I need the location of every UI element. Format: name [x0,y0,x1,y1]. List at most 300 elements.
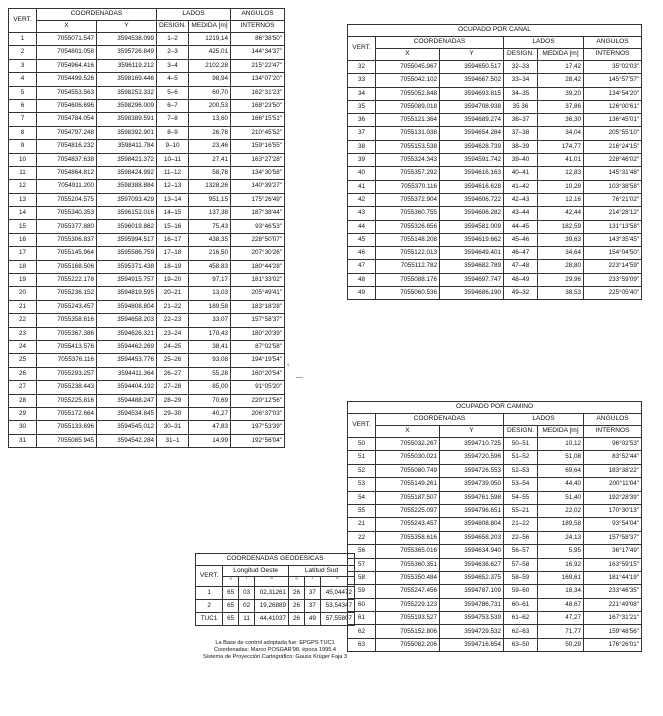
table-cell: 233°46'35" [584,585,642,598]
table-cell: 38 [348,140,376,153]
table-cell: 17–18 [157,247,189,260]
table-cell: 38,41 [189,340,231,353]
table-cell: 134°30'58" [231,166,285,179]
table-cell: 200,53 [189,99,231,112]
table-cell: 7054797.248 [37,126,97,139]
table-cell: 33 [348,74,376,87]
table-cell: 52–53 [504,464,538,477]
table-cell: 44,40 [538,478,584,491]
table-cell: 3594808.804 [97,300,157,313]
table-row [348,491,642,504]
table-row [9,180,285,193]
table-cell: 7055131.038 [376,127,440,140]
table-cell: 97,17 [189,274,231,287]
table-cell: 7055372.904 [376,193,440,206]
table-cell: 2102,28 [189,59,231,72]
table-cell: 36,30 [538,114,584,127]
table-cell: 40 [348,167,376,180]
table-cell: 29 [9,407,37,420]
y-header: Y [440,49,504,61]
pencil-dash-icon: — [296,374,303,381]
table-cell: 1–2 [157,33,189,46]
table-row [348,207,642,220]
table-cell: 51,40 [538,491,584,504]
table-cell: 37 [348,127,376,140]
table-row [348,478,642,491]
y-header: Y [440,426,504,438]
table-cell: 11 [9,166,37,179]
canal-table-body [348,61,642,300]
table-cell: 3594739.050 [440,478,504,491]
main-table-body [9,33,285,448]
table-row [348,193,642,206]
table-cell: 3594545.012 [97,421,157,434]
table-cell: 25–26 [157,354,189,367]
designacion-header: DESIGN. [504,49,538,61]
vert-header: VERT. [348,414,376,438]
vert-header: VERT. [9,9,37,33]
table-cell: 38–39 [504,140,538,153]
table-cell: 20 [9,287,37,300]
table-cell: 166°15'51" [231,113,285,126]
table-cell: 3594658.203 [440,531,504,544]
table-cell: 7055088.176 [376,273,440,286]
geo-vert-header: VERT. [196,566,223,587]
table-row [9,354,285,367]
table-cell: 58–59 [504,571,538,584]
table-row [9,126,285,139]
table-cell: 7055247.456 [376,585,440,598]
table-row [9,274,285,287]
x-header: X [37,21,97,33]
table-cell: 48,67 [538,598,584,611]
table-cell: 3596152.016 [97,207,157,220]
table-cell: 40–41 [504,167,538,180]
table-cell: 167°31'21" [584,612,642,625]
table-cell: 49–32 [504,287,538,300]
table-cell: 3595726.849 [97,46,157,59]
table-cell: 3594729.532 [440,625,504,638]
table-cell: 159°48'56" [584,625,642,638]
table-cell: 3596019.862 [97,220,157,233]
table-row [348,167,642,180]
table-cell: 7054964.416 [37,59,97,72]
lados-header: LADOS [504,37,584,49]
table-cell: 210°45'52" [231,126,285,139]
table-cell: 6 [9,99,37,112]
table-cell: 50 [348,438,376,451]
table-row [9,73,285,86]
table-cell: 3594616.628 [440,180,504,193]
table-row [9,327,285,340]
geo-cell: 2 [196,600,223,613]
table-cell: 70,69 [189,394,231,407]
table-cell: 7055365.016 [376,545,440,558]
table-cell: 46–47 [504,247,538,260]
table-cell: 157°58'37" [231,314,285,327]
table-cell: 7055071.547 [37,33,97,46]
table-cell: 163°59'15" [584,558,642,571]
table-cell: 22,02 [538,504,584,517]
medida-header: MEDIDA [m] [538,426,584,438]
geo-cell: 65 [223,587,239,600]
geo-cell: TUC1 [196,613,223,626]
table-cell: 53–54 [504,478,538,491]
table-cell: 3594616.163 [440,167,504,180]
table-cell: 7054816.232 [37,140,97,153]
table-row [348,100,642,113]
table-cell: 50–51 [504,438,538,451]
table-cell: 21–22 [504,518,538,531]
table-cell: 225°05'40" [584,287,642,300]
table-cell: 76°21'02" [584,193,642,206]
table-cell: 5 [9,86,37,99]
table-cell: 7055168.506 [37,260,97,273]
geo-cell: 1 [196,587,223,600]
table-cell: 2–3 [157,46,189,59]
table-cell: 3594658.203 [97,314,157,327]
table-cell: 183°18'28" [231,300,285,313]
table-cell: 28 [9,394,37,407]
table-cell: 13–14 [157,193,189,206]
table-cell: 3594689.274 [440,114,504,127]
table-cell: 7055340.353 [37,207,97,220]
table-cell: 7055222.178 [37,274,97,287]
table-cell: 53 [348,478,376,491]
vert-header: VERT. [348,37,376,61]
table-cell: 24 [9,340,37,353]
table-cell: 10 [9,153,37,166]
camino-title: OCUPADO POR CAMINO [348,402,642,414]
table-cell: 3594786.731 [440,598,504,611]
table-cell: 26,78 [189,126,231,139]
table-cell: 7055082.206 [376,638,440,651]
geo-table-body [196,587,355,626]
table-cell: 63 [348,638,376,651]
table-row [348,545,642,558]
table-row [9,207,285,220]
table-cell: 233°59'09" [584,273,642,286]
table-cell: 39 [348,154,376,167]
table-cell: 3594710.725 [440,438,504,451]
table-cell: 216°24'15" [584,140,642,153]
table-cell: 458.83 [189,260,231,273]
table-cell: 7055413.576 [37,340,97,353]
table-row [9,113,285,126]
geo-cell: 11 [239,613,255,626]
table-cell: 44–45 [504,220,538,233]
table-cell: 22 [9,314,37,327]
table-cell: 52 [348,464,376,477]
table-cell: 3594796.651 [440,504,504,517]
camino-table [347,401,642,652]
table-cell: 7055367.386 [37,327,97,340]
table-cell: 3594808.804 [440,518,504,531]
geo-cell: 37 [304,600,320,613]
table-cell: 15 [9,220,37,233]
table-cell: 33,07 [189,314,231,327]
table-cell: 60 [348,598,376,611]
table-cell: 7055121.364 [376,114,440,127]
table-row [348,598,642,611]
table-cell: 55 [348,504,376,517]
table-row [348,612,642,625]
geo-cell: 26 [289,613,305,626]
table-cell: 41,01 [538,154,584,167]
table-cell: 3594682.789 [440,260,504,273]
table-cell: 9 [9,140,37,153]
table-cell: 4 [9,73,37,86]
table-cell: 7055243.457 [37,300,97,313]
table-cell: 163°27'28" [231,153,285,166]
table-cell: 4–5 [157,73,189,86]
table-cell: 61 [348,612,376,625]
table-cell: 28,80 [538,260,584,273]
table-cell: 3594915.757 [97,274,157,287]
internos-header: INTERNOS [584,426,642,438]
table-cell: 3594411.364 [97,367,157,380]
table-cell: 38,53 [538,287,584,300]
table-cell: 36–37 [504,114,538,127]
table-row [9,153,285,166]
main-coordinates-table [8,8,285,448]
table-cell: 56 [348,545,376,558]
table-row [348,638,642,651]
table-cell: 34–35 [504,87,538,100]
table-cell: 7054553.563 [37,86,97,99]
coordenadas-header: COORDENADAS [37,9,157,21]
table-cell: 43–44 [504,207,538,220]
table-cell: 7055225.816 [37,394,97,407]
geo-row [196,587,355,600]
table-cell: 170°30'13" [584,504,642,517]
table-cell: 3598424.992 [97,166,157,179]
table-cell: 7055148.208 [376,233,440,246]
table-cell: 134°07'20" [231,73,285,86]
table-cell: 11–12 [157,166,189,179]
table-cell: 47–48 [504,260,538,273]
table-cell: 7054784.054 [37,113,97,126]
table-cell: 40,27 [189,407,231,420]
table-cell: 7055326.656 [376,220,440,233]
table-cell: 181°33'02" [231,274,285,287]
table-cell: 3595994.517 [97,233,157,246]
table-cell: 223°14'59" [584,260,642,273]
geo-title: COORDENADAS GEODESICAS [196,554,355,566]
geo-cell: 65 [223,600,239,613]
geo-cell: 26 [289,587,305,600]
table-cell: 207°30'26" [231,247,285,260]
table-cell: 54 [348,491,376,504]
geo-cell: 03 [239,587,255,600]
geo-cell: 02,31261 [255,587,289,600]
table-cell: 3597093.429 [97,193,157,206]
table-cell: 10,12 [538,438,584,451]
table-cell: 3594591.742 [440,154,504,167]
table-row [9,367,285,380]
table-cell: 181°44'19" [584,571,642,584]
table-cell: 3594628.739 [440,140,504,153]
table-cell: 93°54'04" [584,518,642,531]
geo-cell: 45,04472 [320,587,354,600]
table-cell: 3594626.321 [97,327,157,340]
table-cell: 3594686.190 [440,287,504,300]
table-cell: 205°49'41" [231,287,285,300]
table-cell: 41 [348,180,376,193]
table-cell: 3595371.438 [97,260,157,273]
table-cell: 3594654.284 [440,127,504,140]
table-cell: 17,42 [538,61,584,74]
table-cell: 57 [348,558,376,571]
table-cell: 14–15 [157,207,189,220]
table-cell: 36 [348,114,376,127]
table-cell: 7055225.097 [376,504,440,517]
table-cell: 22 [348,531,376,544]
lon-degrees-unit: ° [223,577,239,587]
table-cell: 3598252.332 [97,86,157,99]
medida-header: MEDIDA [m] [538,49,584,61]
table-cell: 200°11'04" [584,478,642,491]
geo-cell: 02 [239,600,255,613]
table-cell: 20–21 [157,287,189,300]
table-cell: 12,16 [538,193,584,206]
table-row [348,438,642,451]
table-cell: 42 [348,193,376,206]
coordenadas-header: COORDENADAS [376,414,504,426]
table-cell: 7055112.782 [376,260,440,273]
table-cell: 42,44 [538,207,584,220]
table-cell: 56–57 [504,545,538,558]
table-cell: 15–16 [157,220,189,233]
table-cell: 31–1 [157,434,189,447]
table-cell: 7055085.945 [37,434,97,447]
table-cell: 26–27 [157,367,189,380]
table-cell: 7055293.257 [37,367,97,380]
table-cell: 3596119.212 [97,59,157,72]
table-cell: 22–56 [504,531,538,544]
y-header: Y [97,21,157,33]
table-cell: 43 [348,207,376,220]
table-row [348,61,642,74]
lon-seconds-unit: " [255,577,289,587]
table-cell: 425,01 [189,46,231,59]
table-cell: 12,83 [538,167,584,180]
geo-row [196,613,355,626]
table-cell: 7054911.200 [37,180,97,193]
table-cell: 1 [9,33,37,46]
table-cell: 16–17 [157,233,189,246]
table-cell: 5,95 [538,545,584,558]
table-row [9,86,285,99]
geo-cell: 57,55807 [320,613,354,626]
table-cell: 3594581.009 [440,220,504,233]
table-cell: 69,64 [538,464,584,477]
table-cell: 3598169.446 [97,73,157,86]
table-row [348,287,642,300]
table-cell: 51–52 [504,451,538,464]
table-cell: 169,61 [538,571,584,584]
table-cell: 58,78 [189,166,231,179]
table-cell: 168°23'50" [231,99,285,112]
table-row [348,140,642,153]
table-cell: 3595586.759 [97,247,157,260]
table-row [348,233,642,246]
table-row [9,434,285,447]
lat-seconds-unit: " [320,577,354,587]
table-cell: 9–10 [157,140,189,153]
table-cell: 189,58 [189,300,231,313]
lados-header: LADOS [157,9,231,21]
table-row [348,571,642,584]
table-cell: 21 [348,518,376,531]
table-cell: 174,77 [538,140,584,153]
table-cell: 37,86 [538,100,584,113]
lados-header: LADOS [504,414,584,426]
table-row [9,59,285,72]
table-cell: 3598421.372 [97,153,157,166]
table-row [9,407,285,420]
internos-header: INTERNOS [231,21,285,33]
table-cell: 46 [348,247,376,260]
table-cell: 27 [9,381,37,394]
table-row [9,247,285,260]
longitud-header: Longitud Oeste [223,566,289,577]
table-cell: 13,60 [189,113,231,126]
table-row [9,99,285,112]
table-cell: 24–25 [157,340,189,353]
table-row [348,585,642,598]
table-cell: 5–6 [157,86,189,99]
table-cell: 62 [348,625,376,638]
table-cell: 24,13 [538,531,584,544]
table-cell: 103°38'58" [584,180,642,193]
table-cell: 220°12'56" [231,394,285,407]
table-cell: 51 [348,451,376,464]
table-cell: 3594542.284 [97,434,157,447]
camino-table-body [348,438,642,652]
table-cell: 54–55 [504,491,538,504]
table-cell: 175°26'49" [231,193,285,206]
table-cell: 91°05'20" [231,381,285,394]
table-cell: 3594619.662 [440,233,504,246]
table-row [348,260,642,273]
table-cell: 19 [9,274,37,287]
table-cell: 215°22'47" [231,59,285,72]
table-cell: 23,46 [189,140,231,153]
table-row [348,247,642,260]
x-header: X [376,49,440,61]
note-line: La Base de control adoptada fue: EPGPS TUC1 [215,640,335,646]
table-cell: 3594453.776 [97,354,157,367]
table-cell: 30 [9,421,37,434]
table-cell: 3594534.845 [97,407,157,420]
geo-cell: 26 [289,600,305,613]
table-cell: 45 [348,233,376,246]
table-cell: 39,63 [538,233,584,246]
canal-table [347,24,642,300]
table-row [348,154,642,167]
table-cell: 7055187.507 [376,491,440,504]
table-cell: 136°45'01" [584,114,642,127]
table-cell: 7055032.267 [376,438,440,451]
table-cell: 3 [9,59,37,72]
table-cell: 951,15 [189,193,231,206]
table-cell: 41–42 [504,180,538,193]
table-cell: 96°02'53" [584,438,642,451]
note-line: Coordenadas: Marco POSGAR'98, época 1995.4 [213,647,337,653]
table-cell: 183°38'22" [584,464,642,477]
table-cell: 47,27 [538,612,584,625]
